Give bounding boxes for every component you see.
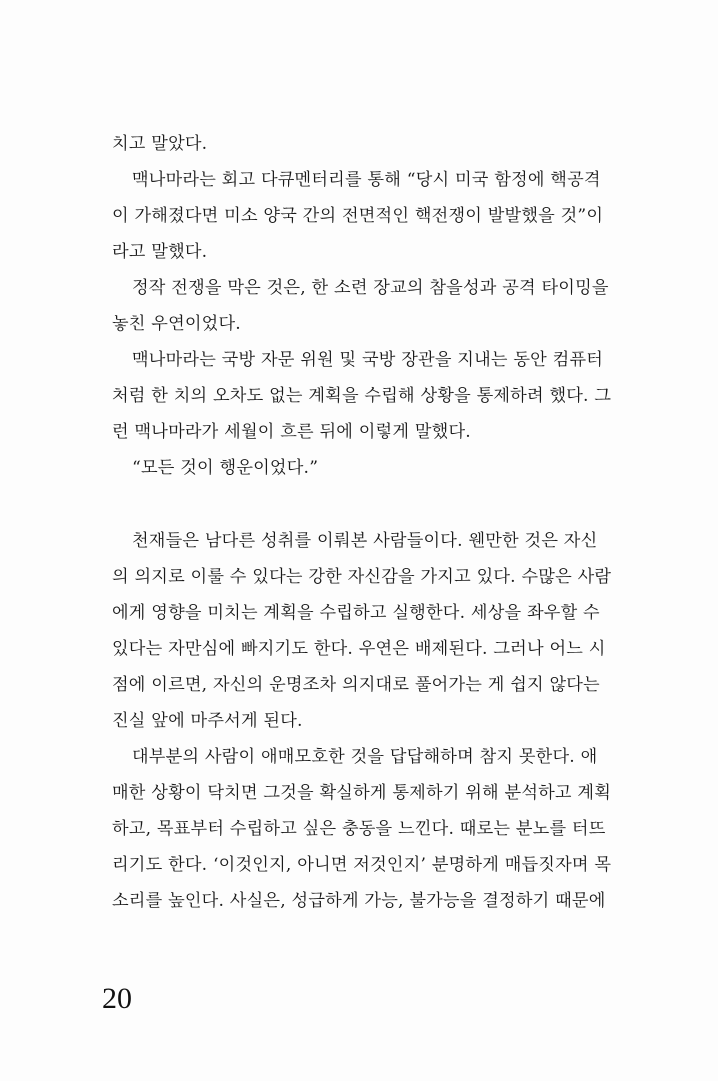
text-line: 라고 말했다. (112, 242, 208, 262)
paragraph (112, 523, 632, 739)
text-line: 점에 이르면, 자신의 운명조차 의지대로 풀어가는 게 쉽지 않다는 (112, 675, 600, 695)
text-line: 놓친 우연이었다. (112, 314, 241, 334)
page-number: 20 (102, 982, 132, 1015)
text-line: 정작 전쟁을 막은 것은, 한 소련 장교의 참을성과 공격 타이밍을 (132, 278, 609, 298)
text-line: 에게 영향을 미치는 계획을 수립하고 실행한다. 세상을 좌우할 수 (112, 603, 600, 623)
text-line: 대부분의 사람이 애매모호한 것을 답답해하며 참지 못한다. 애 (132, 747, 598, 767)
text-line: 맥나마라는 국방 자문 위원 및 국방 장관을 지내는 동안 컴퓨터 (132, 350, 604, 370)
text-line: 있다는 자만심에 빠지기도 한다. 우연은 배제된다. 그러나 어느 시 (112, 639, 606, 659)
text-line: 처럼 한 치의 오차도 없는 계획을 수립해 상황을 통제하려 했다. 그 (112, 386, 612, 406)
text-line: 이 가해졌다면 미소 양국 간의 전면적인 핵전쟁이 발발했을 것”이 (112, 206, 604, 226)
text-line: 리기도 한다. ‘이것인지, 아니면 저것인지’ 분명하게 매듭짓자며 목 (112, 855, 612, 875)
body-text-section-1 (112, 126, 632, 486)
text-line: 진실 앞에 마주서게 된다. (112, 711, 303, 731)
paragraph (112, 739, 632, 919)
paragraph (112, 162, 632, 270)
paragraph (112, 270, 632, 342)
text-line: 의 의지로 이룰 수 있다는 강한 자신감을 가지고 있다. 수많은 사람 (112, 567, 612, 587)
paragraph (112, 126, 632, 162)
text-line: 소리를 높인다. 사실은, 성급하게 가능, 불가능을 결정하기 때문에 (112, 891, 606, 911)
quote-line: “모든 것이 행운이었다.” (132, 458, 319, 478)
paragraph (112, 450, 632, 486)
text-line: 맥나마라는 회고 다큐멘터리를 통해 “당시 미국 함정에 핵공격 (132, 170, 601, 190)
text-line: 매한 상황이 닥치면 그것을 확실하게 통제하기 위해 분석하고 계획 (112, 783, 611, 803)
paragraph (112, 342, 632, 450)
body-text-section-2 (112, 523, 632, 919)
text-line: 천재들은 남다른 성취를 이뤄본 사람들이다. 웬만한 것은 자신 (132, 531, 598, 551)
text-line: 하고, 목표부터 수립하고 싶은 충동을 느낀다. 때로는 분노를 터뜨 (112, 819, 606, 839)
text-line: 런 맥나마라가 세월이 흐른 뒤에 이렇게 말했다. (112, 422, 471, 442)
text-line: 치고 말았다. (112, 134, 208, 154)
